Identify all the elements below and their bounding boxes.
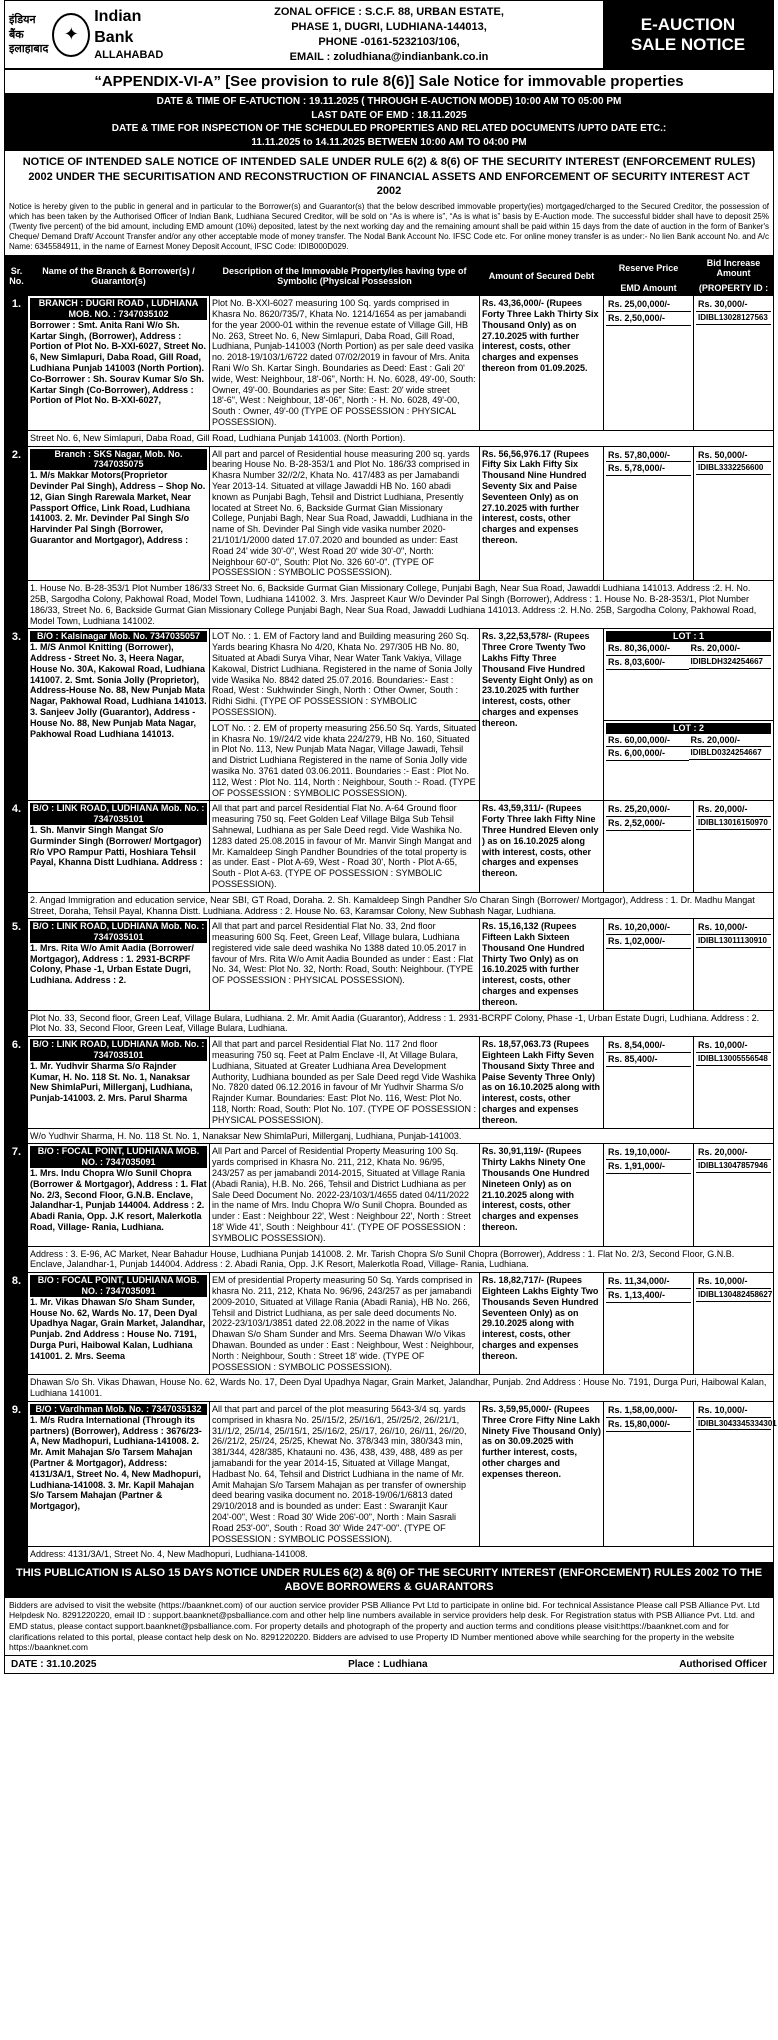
notice-title-box: E-AUCTION SALE NOTICE	[603, 1, 773, 68]
header	[5, 1, 773, 70]
publication-notice: THIS PUBLICATION IS ALSO 15 DAYS NOTICE UNDER RULES 6(2) & 8(6) OF THE SECURITY INTEREST (ENFORCEMENT) RULES 2002 TO THE ABOVE BORROWERS & GUARANTORS	[5, 1563, 773, 1598]
appendix-heading: “APPENDIX-VI-A” [See provision to rule 8(6)] Sale Notice for immovable properties	[94, 73, 684, 91]
bank-logo	[5, 1, 175, 68]
bank-name: Indian Bank	[94, 7, 142, 46]
bidder-instructions: Bidders are advised to visit the website (https://baanknet.com) of our auction service provider PSB Alliance Pvt Ltd to participate in online bid. For technical Assistance Please call PSB Alliance Pvt. Ltd Helpdesk No. 8291220220, email ID : support.baanknet@psballiance.com and other help line numbers available in service providers help desk. For Registration status with PSB Alliance Pvt. Ltd. and EMD status, please contact support.baanknet@psballiance.com. For property details and photograph of the property and auction terms and conditions please visit:https://baanknet.com and for clarifications related to this portal, please contact help desk on No. 8291220220. Bidders are advised to use Property ID Number mentioned above while searching for the property in the website https://baanknet.com	[9, 1599, 760, 1653]
table-row: 7. B/O : FOCAL POINT, LUDHIANA MOB. NO. : 7347035091 1. Mrs. Indu Chopra W/o Sunil Chopra (Borrower & Mortgagor), Address : 1. Flat No. 2/3, Second Floor, G.N.B. Enclave, Jalandhar-1, Punjab 144004. Address : 2. Abadi Rania, Opp. J.K resort, Malerkotla Road, Village- Rania, Ludhiana. All Part and Parcel of Residential Property Measuring 100 Sq. yards comprised in Khasra No. 211, 212, Khata No. 96/95, 243/257 as per jamabandi 2014-2015, Situated at Village Rania (Abadi Rania), H.B. No. 266, Tehsil and District Ludhiana as per Sale Deed Document No. 2022-23/103/1/4655 dated 04/11/2022 in the name of Mrs. Indu Chopra W/o Sunil Chopra. Bounded as under : East : Neighbour 22', West : Neighbour 22', North : Street 18' Wide 41', South : Neighbour 41'. (TYPE OF POSSESSION : SYMBOLIC POSSESSION). Rs. 30,91,119/- (Rupees Thirty Lakhs Ninety One Thousands One Hundred Nineteen Only) as on 21.10.2025 along with interest, costs, other charges and expenses thereon. Rs. 19,10,000/- Rs. 1,91,000/- Rs. 20,000/- IDIBL13047857946	[6, 1144, 774, 1246]
table-row: 6. B/O : LINK ROAD, LUDHIANA Mob. No. : 7347035101 1. Mr. Yudhvir Sharma S/o Rajnder Kumar, H. No. 118 St. No. 1, Nanaksar New ShimlaPuri, Millerganj, Ludhiana, Punjab-141003. 2. Mrs. Parul Sharma All that part and parcel Residential Flat No. 117 2nd floor measuring 750 sq. Feet at Palm Enclave -II, At Village Bulara, Ludhiana, Situated at Greater Ludhiana Area Development Authority, Ludhiana bounded as per Sale Deed regd Vide Washika No. 7820 dated 06.12.2016 in favour of Mr Yudhvir Sharma S/o Rajnder Kumar. Boundaries: East: Plot No. 116, West: Plot No. 118, North: Road, South: Plot No. 107. (TYPE OF POSSESSION : PHYSICAL POSSESSION). Rs. 18,57,063.73 (Rupees Eighteen Lakh Fifty Seven Thousand Sixty Three and Paise Seventy Three Only) as on 16.10.2025 along with interest, costs, other charges and expenses thereon. Rs. 8,54,000/- Rs. 85,400/- Rs. 10,000/- IDIBL13005556548	[6, 1037, 774, 1128]
bank-emblem-icon: ✦	[52, 13, 90, 57]
authorised-officer: Authorised Officer	[679, 1658, 767, 1670]
city-name: ALLAHABAD	[94, 49, 164, 62]
table-row: 5. B/O : LINK ROAD, LUDHIANA Mob. No. : 7347035101 1. Mrs. Rita W/o Amit Aadia (Borrower/ Mortgagor), Address : 1. 2931-BCRPF Colony, Phase -1, Urban Estate Dugri, Ludhiana. Address : 2. All that part and parcel Residential Flat No. 33, 2nd floor measuring 600 Sq. Feet, Green Leaf, Village bulara, Ludhiana registered vide sale deed washika No 1388 dated 10.05.2017 in favour of Mrs. Rita W/o Amit Aadia Bounded as under : East : Flat No. 34, West: Plot No. 32, North: Road, South: Neighbour. (TYPE OF POSSESSION : PHYSICAL POSSESSION). Rs. 15,16,132 (Rupees Fifteen Lakh Sixteen Thousand One Hundred Thirty Two Only) as on 16.10.2025 with further interest, costs, other charges and expenses thereon. Rs. 10,20,000/- Rs. 1,02,000/- Rs. 10,000/- IDIBL13011130910	[6, 919, 774, 1010]
table-body: 1. BRANCH : DUGRI ROAD , LUDHIANA MOB. NO. : 7347035102 Borrower : Smt. Anita Rani W/o Sh. Kartar Singh, (Borrower), Address : Portion of Plot No. B-XXI-6027, Street No. 6, New Simlapuri, Daba Road, Gill Road, Ludhiana Punjab 141003 (North Portion). Co-Borrower : Sh. Sourav Kumar S/o Sh. Kartar Singh (Co-Borrower), Address : Portion of Plot No. B-XXI-6027, Plot No. B-XXI-6027 measuring 100 Sq. yards comprised in Khasra No. 8620/735/7, Khata No. 1214/1654 as per jamabandi for the year 2000-01 within the revenue estate of Village Gill, HB No. 263, Street No. 6, New Simlapuri, Daba Road, Gill Road, Ludhiana, Punjab-141003 (North Portion) as per sale deed vasika no. 2018-19/103/1/6722 dated 07/02/2019 in favour of Mrs. Anita Rani W/o Sh. Kartar Singh. Boundaries as Deed: East : Gali 20' wide, West: Neighbour, 18'-06", North: H. No. 6028, 49'-00, South: Owner, 49'-00. Boundaries as per Site: East: 20' wide street 18'-6", West : Neighbour, 18'-06", North :- H. No. 6028, 49'-00, South : Owner, 49'-00 (TYPE OF POSSESSION : PHYSICAL POSSESSION). Rs. 43,36,000/- (Rupees Forty Three Lakh Thirty Six Thousand Only) as on 27.10.2025 with further interest, costs, other charges and expenses thereon from 01.09.2025. Rs. 25,00,000/- Rs. 2,50,000/- Rs. 30,000/- IDIBL13028127563 Street No. 6, New Simlapuri, Daba Road, Gill Road, Ludhiana Punjab 141003. (North Portion). 2. Branch : SKS Nagar, Mob. No. 7347035075 1. M/s Makkar Motors(Proprietor Devinder Pal Singh), Address – Shop No. 12, Gian Singh Rarewala Market, Near Passport Office, Link Road, Ludhiana 141003. 2. Mr. Devinder Pal Singh S/o Harvinder Pal Singh (Borrower, Guarantor and Mortgagor), Address : All part and parcel of Residential house measuring 200 sq. yards bearing House No. B-28-353/1 and Plot No. 186/33 comprised in Khasra Number 32//2/2, Khata No. 417/483 as per Jamabandi Year 2013-14. Situated at village Jawaddi HB No. 160 abadi known as Punjabi Bagh, Tehsil and District Ludhiana, Presently located at Street No. 6, Backside Gurmat Gian Missionary College, Punjabi Bagh, Near Sua Road, Jawaddi, Ludhiana in the name of Sh. Devinder Pal Singh vide vasika number 2020-21/101/1/2000 dated 17.07.2020 and bounded as under: East Road 24' wide 30'-0", West Road 20' wide 30'-0", North: Neighbour 60'-0", South: Plot No. 326 60'-0". (TYPE OF POSSESSION : SYMBOLIC POSSESSION). Rs. 56,56,976.17 (Rupees Fifty Six Lakh Fifty Six Thousand Nine Hundred Seventy Six and Paise Seventeen Only) as on 27.10.2025 with further interest, costs, other charges and expenses thereon. Rs. 57,80,000/- Rs. 5,78,000/- Rs. 50,000/- IDIBL3332256600 1. House No. B-28-353/1 Plot Number 186/33 Street No. 6, Backside Gurmat Gian Missionary College, Punjabi Bagh, Near Sua Road, Jawaddi Ludhiana 141013. Address :2. H. No. 25B, Sargodha Colony, Pakhowal Road, Model Town, Ludhiana 141002. 3. Mrs. Jaspreet Kaur W/o Devinder Pal Singh (Borrower), Address : 1. House No. B-28-353/1, Plot Number 186/33, Street No. 6, Backside Gurmat Gian Missionary College Punjabi Bagh, Near Sua Road, Jawaddi Ludhiana 141013. Address :2. H.No. 25B, Sargodha Colony, Pakhowal Road, Model Town, Ludhiana 141002. 3. B/O : Kalsinagar Mob. No. 7347035057 1. M/S Anmol Knitting (Borrower), Address - Street No. 3, Heera Nagar, House No. 30A, Kakowal Road, Ludhiana 141007. 2. Smt. Sonia Jolly (Proprietor), Address-House No. 88, New Punjab Mata Nagar, Pakhowal Road, Ludhiana 141013. 3. Sanjeev Jolly (Guarantor), Address -House No. 88, New Punjab Mata Nagar, Pakhowal Road Ludhiana 141013. LOT No. : 1. EM of Factory land and Building measuring 260 Sq. Yards bearing Khasra No 4/20, Khata No. 297/305 HB No. 80, Situated at Abadi Surya Vihar, Near Water Tank Vakiya, Village Kakowal, District Ludhiana. Registered in the name of Sonia Jolly vide Wasika No. 8842 dated 25.07.2016. Boundaries:- East : Road, West : Sukhwinder Singh, North : Other Owner, South : Ridhi Sidhi. (TYPE OF POSSESSION : SYMBOLIC POSSESSION). Rs. 3,22,53,578/- (Rupees Three Crore Twenty Two Lakhs Fifty Three Thousand Five Hundred Seventy Eight Only) as on 23.10.2025 with further interest, costs, other charges and expenses thereon. LOT : 1 Rs. 80,36,000/- Rs. 8,03,600/- Rs. 20,000/- IDIBLDH324254667 LOT No. : 2. EM of property measuring 256.50 Sq. Yards, Situated in Khasra No. 19//24/2 vide khata 224/279, HB No. 160, Situated in Plot No. 113, New Punjab Mata Nagar, Village Jawadi, Tehsil and District Ludhiana Registered in the name of Sonia Jolly vide wasika No. 3761 dated 03.06.2011. Boundaries :- East : Plot No. 112, West : Plot No. 114, North : Neighbour, South :- Road. (TYPE OF POSSESSION : SYMBOLIC POSSESSION). LOT : 2 Rs. 60,00,000/- Rs. 6,00,000/- Rs. 20,000/- IDIBLD0324254667 4. B/O : LINK ROAD, LUDHIANA Mob. No. : 7347035101 1. Sh. Manvir Singh Mangat S/o Gurminder Singh (Borrower/ Mortgagor) R/o VPO Rampur Patti, Hoshiara Tehsil Payal, Khanna Distt Ludhiana. Address : All that part and parcel Residential Flat No. A-64 Ground floor measuring 750 sq. Feet Golden Leaf Village Bilga Sub Tehsil Sahnewal, Ludhiana as per Sale Deed regd. Vide Washika No. 1283 dated 25.08.2015 in favour of Mr. Manvir Singh Mangat and Mr. Kamaldeep Singh Pandher Boundries of the total property is as under. East - Plot A-69, West - Road 30', North - Plot A-65, South - Plot A-63. (TYPE OF POSSESSION : SYMBOLIC POSSESSION). Rs. 43,59,311/- (Rupees Forty Three lakh Fifty Nine Three Hundred Eleven only ) as on 16.10.2025 along with interest, costs, other charges and expenses thereon. Rs. 25,20,000/- Rs. 2,52,000/- Rs. 20,000/- IDIBL13016150970 2. Angad Immigration and education service, Near SBI, GT Road, Doraha. 2. Sh. Kamaldeep Singh Pandher S/o Charan Singh (Borrower/ Mortgagor), Address : 1. Dr. Madhu Mangat Street, Doraha, Tehsil Payal, Khanna Distt. Ludhiana. Address : 2. House No. 63, Karamsar Colony, New Subhash Nagar, Ludhiana. 5. B/O : LINK ROAD, LUDHIANA Mob. No. : 7347035101 1. Mrs. Rita W/o Amit Aadia (Borrower/ Mortgagor), Address : 1. 2931-BCRPF Colony, Phase -1, Urban Estate Dugri, Ludhiana. Address : 2. All that part and parcel Residential Flat No. 33, 2nd floor measuring 600 Sq. Feet, Green Leaf, Village bulara, Ludhiana registered vide sale deed washika No 1388 dated 10.05.2017 in favour of Mrs. Rita W/o Amit Aadia Bounded as under : East : Flat No. 34, West: Plot No. 32, North: Road, South: Neighbour. (TYPE OF POSSESSION : PHYSICAL POSSESSION). Rs. 15,16,132 (Rupees Fifteen Lakh Sixteen Thousand One Hundred Thirty Two Only) as on 16.10.2025 with further interest, costs, other charges and expenses thereon. Rs. 10,20,000/- Rs. 1,02,000/- Rs. 10,000/- IDIBL13011130910 Plot No. 33, Second floor, Green Leaf, Village Bulara, Ludhiana. 2. Mr. Amit Aadia (Guarantor), Address : 1. 2931-BCRPF Colony, Phase -1, Urban Estate Dugri, Ludhiana. Address : 2. Plot No. 33, Second Floor, Green Leaf, Village Bulara, Ludhiana. 6. B/O : LINK ROAD, LUDHIANA Mob. No. : 7347035101 1. Mr. Yudhvir Sharma S/o Rajnder Kumar, H. No. 118 St. No. 1, Nanaksar New ShimlaPuri, Millerganj, Ludhiana, Punjab-141003. 2. Mrs. Parul Sharma All that part and parcel Residential Flat No. 117 2nd floor measuring 750 sq. Feet at Palm Enclave -II, At Village Bulara, Ludhiana, Situated at Greater Ludhiana Area Development Authority, Ludhiana bounded as per Sale Deed regd Vide Washika No. 7820 dated 06.12.2016 in favour of Mr Yudhvir Sharma S/o Rajnder Kumar. Boundaries: East: Plot No. 116, West: Plot No. 118, North: Road, South: Plot No. 107. (TYPE OF POSSESSION : PHYSICAL POSSESSION). Rs. 18,57,063.73 (Rupees Eighteen Lakh Fifty Seven Thousand Sixty Three and Paise Seventy Three Only) as on 16.10.2025 along with interest, costs, other charges and expenses thereon. Rs. 8,54,000/- Rs. 85,400/- Rs. 10,000/- IDIBL13005556548 W/o Yudhvir Sharma, H. No. 118 St. No. 1, Nanaksar New ShimlaPuri, Millerganj, Ludhiana, Punjab-141003. 7. B/O : FOCAL POINT, LUDHIANA MOB. NO. : 7347035091 1. Mrs. Indu Chopra W/o Sunil Chopra (Borrower & Mortgagor), Address : 1. Flat No. 2/3, Second Floor, G.N.B. Enclave, Jalandhar-1, Punjab 144004. Address : 2. Abadi Rania, Opp. J.K resort, Malerkotla Road, Village- Rania, Ludhiana. All Part and Parcel of Residential Property Measuring 100 Sq. yards comprised in Khasra No. 211, 212, Khata No. 96/95, 243/257 as per jamabandi 2014-2015, Situated at Village Rania (Abadi Rania), H.B. No. 266, Tehsil and District Ludhiana as per Sale Deed Document No. 2022-23/103/1/4655 dated 04/11/2022 in the name of Mrs. Indu Chopra W/o Sunil Chopra. Bounded as under : East : Neighbour 22', West : Neighbour 22', North : Street 18' Wide 41', South : Neighbour 41'. (TYPE OF POSSESSION : SYMBOLIC POSSESSION). Rs. 30,91,119/- (Rupees Thirty Lakhs Ninety One Thousands One Hundred Nineteen Only) as on 21.10.2025 along with interest, costs, other charges and expenses thereon. Rs. 19,10,000/- Rs. 1,91,000/- Rs. 20,000/- IDIBL13047857946 Address : 3. E-96, AC Market, Near Bahadur House, Ludhiana Punjab 141008. 2. Mr. Tarish Chopra S/o Sunil Chopra (Borrower), Address : 1. Flat No. 2/3, Second Floor, G.N.B. Enclave, Jalandhar-1, Punjab 144004. Address : 2. Abadi Rania, Opp. J.K Resort, Malerkotla Road, Village- Rania, Ludhiana. 8. B/O : FOCAL POINT, LUDHIANA MOB. NO. : 7347035091 1. Mr. Vikas Dhawan S/o Sham Sunder, House No. 62, Wards No. 17, Deen Dyal Upadhya Nagar, Grain Market, Jalandhar, Punjab. 2nd Address : House No. 7191, Durga Puri, Haibowal Kalan, Ludhiana 141001. 2. Mrs. Seema EM of presidential Property measuring 50 Sq. Yards comprised in khasra No. 211, 212, Khata No. 96/96, 243/257 as per jamabandi 2009-2010, Situated at Village Rania (Abadi Rania), HB No. 266, Tehsil and District Ludhiana, as per sale deed documents No. 2022-23/103/1/3851 dated 22.08.2022 in the name of Vikas Dhawan S/o Sham Sunder and Mrs. Seema Dhawan W/o Vikas Dhawan. Bounded as under : East : Neighbour, West : Neighbour, North : Neighbour, South : Street 18' wide. (TYPE OF POSSESSION : SYMBOLIC POSSESSION). Rs. 18,82,717/- (Rupees Eighteen Lakhs Eighty Two Thousands Seven Hundred Seventeen Only) as on 29.10.2025 along with interest, costs, other charges and expenses thereon. Rs. 11,34,000/- Rs. 1,13,400/- Rs. 10,000/- IDIBL130482458627 Dhawan S/o Sh. Vikas Dhawan, House No. 62, Wards No. 17, Deen Dyal Upadhya Nagar, Grain Market, Jalandhar, Punjab. 2nd Address : House No. 7191, Durga Puri, Haibowal Kalan, Ludhiana 141001. 9. B/O : Vardhman Mob. No. : 7347035132 1. M/s Rudra International (Through its partners) (Borrower), Address : 3676/23-A, New Madhopuri, Ludhiana-141008. 2. Mr. Amit Mahajan S/o Tarsem Mahajan (Partner & Mortgagor), Address: 4131/3A/1, Street No. 4, New Madhopuri, Ludhiana-141008. 3. Mr. Kapil Mahajan S/o Tarsem Mahajan (Partner & Mortgagor), All that part and parcel of the plot measuring 5643-3/4 sq. yards comprised in khasra No. 25//15/2, 25//16/1, 25//25/2, 26//21/1, 31//1/2, 25//14, 25//15/1, 25//16/2, 25//17, 26//10, 26//11, 26//20, 26//21/2, 25//24, 25/25, Khewat No. 378/343 min, 380/343 min, 381/344, 428/385, Khatauni no. 436, 438, 439, 488, 489 as per jamabandi for the year 2014-15, Situated at Village Mangat, Hadbast No. 64, Tehsil and District Ludhiana in the name of Mr. Amit Mahajan S/o Tarsem Mahajan as per transfer of ownership deed bearing vasika document no. 2018-19/06/1/6813 dated 29/10/2018 and is bounded as under: East : Swaranjit Kaur 204'-00", West : Road 30' Wide 206'-00", North : Main Sasrali Road 253'-00", South : Road 30' Wide 247'-00". (TYPE OF POSSESSION : SYMBOLIC POSSESSION). Rs. 3,59,95,000/- (Rupees Three Crore Fifty Nine Lakh Ninety Five Thousand Only) as on 30.09.2025 with further interest, costs, other charges and expenses thereon. Rs. 1,58,00,000/- Rs. 15,80,000/- Rs. 10,000/- IDIBL3043345334301 Address: 4131/3A/1, Street No. 4, New Madhopuri, Ludhiana-141008.	[6, 296, 774, 1563]
table-row: 1. BRANCH : DUGRI ROAD , LUDHIANA MOB. NO. : 7347035102 Borrower : Smt. Anita Rani W/o Sh. Kartar Singh, (Borrower), Address : Portion of Plot No. B-XXI-6027, Street No. 6, New Simlapuri, Daba Road, Gill Road, Ludhiana Punjab 141003 (North Portion). Co-Borrower : Sh. Sourav Kumar S/o Sh. Kartar Singh (Co-Borrower), Address : Portion of Plot No. B-XXI-6027, Plot No. B-XXI-6027 measuring 100 Sq. yards comprised in Khasra No. 8620/735/7, Khata No. 1214/1654 as per jamabandi for the year 2000-01 within the revenue estate of Village Gill, HB No. 263, Street No. 6, New Simlapuri, Daba Road, Gill Road, Ludhiana, Punjab-141003 (North Portion) as per sale deed vasika no. 2018-19/103/1/6722 dated 07/02/2019 in favour of Mrs. Anita Rani W/o Sh. Kartar Singh. Boundaries as Deed: East : Gali 20' wide, West: Neighbour, 18'-06", North: H. No. 6028, 49'-00, South: Owner, 49'-00. Boundaries as per Site: East: 20' wide street 18'-6", West : Neighbour, 18'-06", North :- H. No. 6028, 49'-00, South : Owner, 49'-00 (TYPE OF POSSESSION : PHYSICAL POSSESSION). Rs. 43,36,000/- (Rupees Forty Three Lakh Thirty Six Thousand Only) as on 27.10.2025 with further interest, costs, other charges and expenses thereon from 01.09.2025. Rs. 25,00,000/- Rs. 2,50,000/- Rs. 30,000/- IDIBL13028127563	[6, 296, 774, 431]
auction-dates: DATE & TIME OF E-ATUCTION : 19.11.2025 ( THROUGH E-AUCTION MODE) 10:00 AM TO 05:00 PM LAST DATE OF EMD : 18.11.2025 DATE & TIME FOR INSPECTION OF THE SCHEDULED PROPERTIES AND RELATED DOCUMENTS /UPTO DATE ETC.: 11.11.2025 to 14.11.2025 BETWEEN 10:00 AM TO 04:00 PM	[5, 93, 773, 151]
notice-place: Place : Ludhiana	[348, 1658, 428, 1670]
table-row: 2. Branch : SKS Nagar, Mob. No. 7347035075 1. M/s Makkar Motors(Proprietor Devinder Pal Singh), Address – Shop No. 12, Gian Singh Rarewala Market, Near Passport Office, Link Road, Ludhiana 141003. 2. Mr. Devinder Pal Singh S/o Harvinder Pal Singh (Borrower, Guarantor and Mortgagor), Address : All part and parcel of Residential house measuring 200 sq. yards bearing House No. B-28-353/1 and Plot No. 186/33 comprised in Khasra Number 32//2/2, Khata No. 417/483 as per Jamabandi Year 2013-14. Situated at village Jawaddi HB No. 160 abadi known as Punjabi Bagh, Tehsil and District Ludhiana, Presently located at Street No. 6, Backside Gurmat Gian Missionary College, Punjabi Bagh, Near Sua Road, Jawaddi, Ludhiana in the name of Sh. Devinder Pal Singh vide vasika number 2020-21/101/1/2000 dated 17.07.2020 and bounded as under: East Road 24' wide 30'-0", West Road 20' wide 30'-0", North: Neighbour 60'-0", South: Plot No. 326 60'-0". (TYPE OF POSSESSION : SYMBOLIC POSSESSION). Rs. 56,56,976.17 (Rupees Fifty Six Lakh Fifty Six Thousand Nine Hundred Seventy Six and Paise Seventeen Only) as on 27.10.2025 with further interest, costs, other charges and expenses thereon. Rs. 57,80,000/- Rs. 5,78,000/- Rs. 50,000/- IDIBL3332256600	[6, 446, 774, 581]
hindi-city: इलाहाबाद	[9, 42, 49, 55]
notice-title: NOTICE OF INTENDED SALE NOTICE OF INTENDED SALE UNDER RULE 6(2) & 8(6) OF THE SECURITY INTEREST (ENFORCEMENT RULES) 2002 UNDER THE SECURITISATION AND RECONSTRUCTION OF FINANCIAL ASSETS AND ENFORCEMENT OF SECURITY INTEREST ACT 2002	[22, 156, 756, 197]
zonal-office: ZONAL OFFICE : S.C.F. 88, URBAN ESTATE, PHASE 1, DUGRI, LUDHIANA-144013, PHONE -0161-5232103/106, EMAIL : zoludhiana@indianbank.co.in	[274, 6, 504, 63]
table-row: 3. B/O : Kalsinagar Mob. No. 7347035057 1. M/S Anmol Knitting (Borrower), Address - Street No. 3, Heera Nagar, House No. 30A, Kakowal Road, Ludhiana 141007. 2. Smt. Sonia Jolly (Proprietor), Address-House No. 88, New Punjab Mata Nagar, Pakhowal Road, Ludhiana 141013. 3. Sanjeev Jolly (Guarantor), Address -House No. 88, New Punjab Mata Nagar, Pakhowal Road Ludhiana 141013. LOT No. : 1. EM of Factory land and Building measuring 260 Sq. Yards bearing Khasra No 4/20, Khata No. 297/305 HB No. 80, Situated at Abadi Surya Vihar, Near Water Tank Vakiya, Village Kakowal, District Ludhiana. Registered in the name of Sonia Jolly vide Wasika No. 8842 dated 25.07.2016. Boundaries:- East : Road, West : Sukhwinder Singh, North : Other Owner, South : Ridhi Sidhi. (TYPE OF POSSESSION : SYMBOLIC POSSESSION). Rs. 3,22,53,578/- (Rupees Three Crore Twenty Two Lakhs Fifty Three Thousand Five Hundred Seventy Eight Only) as on 23.10.2025 with further interest, costs, other charges and expenses thereon. LOT : 1 Rs. 80,36,000/- Rs. 8,03,600/- Rs. 20,000/- IDIBLDH324254667	[6, 629, 774, 720]
properties-table: Sr. No. Name of the Branch & Borrower(s) / Guarantor(s) Description of the Immovable Property/ies having type of Symbolic (Physical Possession Amount of Secured Debt Reserve Price Bid Increase Amount EMD Amount (PROPERTY ID : 1. BRANCH : DUGRI ROAD , LUDHIANA MOB. NO. : 7347035102 Borrower : Smt. Anita Rani W/o Sh. Kartar Singh, (Borrower), Address : Portion of Plot No. B-XXI-6027, Street No. 6, New Simlapuri, Daba Road, Gill Road, Ludhiana Punjab 141003 (North Portion). Co-Borrower : Sh. Sourav Kumar S/o Sh. Kartar Singh (Co-Borrower), Address : Portion of Plot No. B-XXI-6027, Plot No. B-XXI-6027 measuring 100 Sq. yards comprised in Khasra No. 8620/735/7, Khata No. 1214/1654 as per jamabandi for the year 2000-01 within the revenue estate of Village Gill, HB No. 263, Street No. 6, New Simlapuri, Daba Road, Gill Road, Ludhiana, Punjab-141003 (North Portion) as per sale deed vasika no. 2018-19/103/1/6722 dated 07/02/2019 in favour of Mrs. Anita Rani W/o Sh. Kartar Singh. Boundaries as Deed: East : Gali 20' wide, West: Neighbour, 18'-06", North: H. No. 6028, 49'-00, South: Owner, 49'-00. Boundaries as per Site: East: 20' wide street 18'-6", West : Neighbour, 18'-06", North :- H. No. 6028, 49'-00, South : Owner, 49'-00 (TYPE OF POSSESSION : PHYSICAL POSSESSION). Rs. 43,36,000/- (Rupees Forty Three Lakh Thirty Six Thousand Only) as on 27.10.2025 with further interest, costs, other charges and expenses thereon from 01.09.2025. Rs. 25,00,000/- Rs. 2,50,000/- Rs. 30,000/- IDIBL13028127563 Street No. 6, New Simlapuri, Daba Road, Gill Road, Ludhiana Punjab 141003. (North Portion). 2. Branch : SKS Nagar, Mob. No. 7347035075 1. M/s Makkar Motors(Proprietor Devinder Pal Singh), Address – Shop No. 12, Gian Singh Rarewala Market, Near Passport Office, Link Road, Ludhiana 141003. 2. Mr. Devinder Pal Singh S/o Harvinder Pal Singh (Borrower, Guarantor and Mortgagor), Address : All part and parcel of Residential house measuring 200 sq. yards bearing House No. B-28-353/1 and Plot No. 186/33 comprised in Khasra Number 32//2/2, Khata No. 417/483 as per Jamabandi Year 2013-14. Situated at village Jawaddi HB No. 160 abadi known as Punjabi Bagh, Tehsil and District Ludhiana, Presently located at Street No. 6, Backside Gurmat Gian Missionary College, Punjabi Bagh, Near Sua Road, Jawaddi, Ludhiana in the name of Sh. Devinder Pal Singh vide vasika number 2020-21/101/1/2000 dated 17.07.2020 and bounded as under: East Road 24' wide 30'-0", West Road 20' wide 30'-0", North: Neighbour 60'-0", South: Plot No. 326 60'-0". (TYPE OF POSSESSION : SYMBOLIC POSSESSION). Rs. 56,56,976.17 (Rupees Fifty Six Lakh Fifty Six Thousand Nine Hundred Seventy Six and Paise Seventeen Only) as on 27.10.2025 with further interest, costs, other charges and expenses thereon. Rs. 57,80,000/- Rs. 5,78,000/- Rs. 50,000/- IDIBL3332256600 1. House No. B-28-353/1 Plot Number 186/33 Street No. 6, Backside Gurmat Gian Missionary College, Punjabi Bagh, Near Sua Road, Jawaddi Ludhiana 141013. Address :2. H. No. 25B, Sargodha Colony, Pakhowal Road, Model Town, Ludhiana 141002. 3. Mrs. Jaspreet Kaur W/o Devinder Pal Singh (Borrower), Address : 1. House No. B-28-353/1, Plot Number 186/33, Street No. 6, Backside Gurmat Gian Missionary College Punjabi Bagh, Near Sua Road, Jawaddi Ludhiana 141013. Address :2. H.No. 25B, Sargodha Colony, Pakhowal Road, Model Town, Ludhiana 141002. 3. B/O : Kalsinagar Mob. No. 7347035057 1. M/S Anmol Knitting (Borrower), Address - Street No. 3, Heera Nagar, House No. 30A, Kakowal Road, Ludhiana 141007. 2. Smt. Sonia Jolly (Proprietor), Address-House No. 88, New Punjab Mata Nagar, Pakhowal Road, Ludhiana 141013. 3. Sanjeev Jolly (Guarantor), Address -House No. 88, New Punjab Mata Nagar, Pakhowal Road Ludhiana 141013. LOT No. : 1. EM of Factory land and Building measuring 260 Sq. Yards bearing Khasra No 4/20, Khata No. 297/305 HB No. 80, Situated at Abadi Surya Vihar, Near Water Tank Vakiya, Village Kakowal, District Ludhiana. Registered in the name of Sonia Jolly vide Wasika No. 8842 dated 25.07.2016. Boundaries:- East : Road, West : Sukhwinder Singh, North : Other Owner, South : Ridhi Sidhi. (TYPE OF POSSESSION : SYMBOLIC POSSESSION). Rs. 3,22,53,578/- (Rupees Three Crore Twenty Two Lakhs Fifty Three Thousand Five Hundred Seventy Eight Only) as on 23.10.2025 with further interest, costs, other charges and expenses thereon. LOT : 1 Rs. 80,36,000/- Rs. 8,03,600/- Rs. 20,000/- IDIBLDH324254667 LOT No. : 2. EM of property measuring 256.50 Sq. Yards, Situated in Khasra No. 19//24/2 vide khata 224/279, HB No. 160, Situated in Plot No. 113, New Punjab Mata Nagar, Village Jawadi, Tehsil and District Ludhiana Registered in the name of Sonia Jolly vide wasika No. 3761 dated 03.06.2011. Boundaries :- East : Plot No. 112, West : Plot No. 114, North : Neighbour, South :- Road. (TYPE OF POSSESSION : SYMBOLIC POSSESSION). LOT : 2 Rs. 60,00,000/- Rs. 6,00,000/- Rs. 20,000/- IDIBLD0324254667 4. B/O : LINK ROAD, LUDHIANA Mob. No. : 7347035101 1. Sh. Manvir Singh Mangat S/o Gurminder Singh (Borrower/ Mortgagor) R/o VPO Rampur Patti, Hoshiara Tehsil Payal, Khanna Distt Ludhiana. Address : All that part and parcel Residential Flat No. A-64 Ground floor measuring 750 sq. Feet Golden Leaf Village Bilga Sub Tehsil Sahnewal, Ludhiana as per Sale Deed regd. Vide Washika No. 1283 dated 25.08.2015 in favour of Mr. Manvir Singh Mangat and Mr. Kamaldeep Singh Pandher Boundries of the total property is as under. East - Plot A-69, West - Road 30', North - Plot A-65, South - Plot A-63. (TYPE OF POSSESSION : SYMBOLIC POSSESSION). Rs. 43,59,311/- (Rupees Forty Three lakh Fifty Nine Three Hundred Eleven only ) as on 16.10.2025 along with interest, costs, other charges and expenses thereon. Rs. 25,20,000/- Rs. 2,52,000/- Rs. 20,000/- IDIBL13016150970 2. Angad Immigration and education service, Near SBI, GT Road, Doraha. 2. Sh. Kamaldeep Singh Pandher S/o Charan Singh (Borrower/ Mortgagor), Address : 1. Dr. Madhu Mangat Street, Doraha, Tehsil Payal, Khanna Distt. Ludhiana. Address : 2. House No. 63, Karamsar Colony, New Subhash Nagar, Ludhiana. 5. B/O : LINK ROAD, LUDHIANA Mob. No. : 7347035101 1. Mrs. Rita W/o Amit Aadia (Borrower/ Mortgagor), Address : 1. 2931-BCRPF Colony, Phase -1, Urban Estate Dugri, Ludhiana. Address : 2. All that part and parcel Residential Flat No. 33, 2nd floor measuring 600 Sq. Feet, Green Leaf, Village bulara, Ludhiana registered vide sale deed washika No 1388 dated 10.05.2017 in favour of Mrs. Rita W/o Amit Aadia Bounded as under : East : Flat No. 34, West: Plot No. 32, North: Road, South: Neighbour. (TYPE OF POSSESSION : PHYSICAL POSSESSION). Rs. 15,16,132 (Rupees Fifteen Lakh Sixteen Thousand One Hundred Thirty Two Only) as on 16.10.2025 with further interest, costs, other charges and expenses thereon. Rs. 10,20,000/- Rs. 1,02,000/- Rs. 10,000/- IDIBL13011130910 Plot No. 33, Second floor, Green Leaf, Village Bulara, Ludhiana. 2. Mr. Amit Aadia (Guarantor), Address : 1. 2931-BCRPF Colony, Phase -1, Urban Estate Dugri, Ludhiana. Address : 2. Plot No. 33, Second Floor, Green Leaf, Village Bulara, Ludhiana. 6. B/O : LINK ROAD, LUDHIANA Mob. No. : 7347035101 1. Mr. Yudhvir Sharma S/o Rajnder Kumar, H. No. 118 St. No. 1, Nanaksar New ShimlaPuri, Millerganj, Ludhiana, Punjab-141003. 2. Mrs. Parul Sharma All that part and parcel Residential Flat No. 117 2nd floor measuring 750 sq. Feet at Palm Enclave -II, At Village Bulara, Ludhiana, Situated at Greater Ludhiana Area Development Authority, Ludhiana bounded as per Sale Deed regd Vide Washika No. 7820 dated 06.12.2016 in favour of Mr Yudhvir Sharma S/o Rajnder Kumar. Boundaries: East: Plot No. 116, West: Plot No. 118, North: Road, South: Plot No. 107. (TYPE OF POSSESSION : PHYSICAL POSSESSION). Rs. 18,57,063.73 (Rupees Eighteen Lakh Fifty Seven Thousand Sixty Three and Paise Seventy Three Only) as on 16.10.2025 along with interest, costs, other charges and expenses thereon. Rs. 8,54,000/- Rs. 85,400/- Rs. 10,000/- IDIBL13005556548 W/o Yudhvir Sharma, H. No. 118 St. No. 1, Nanaksar New ShimlaPuri, Millerganj, Ludhiana, Punjab-141003. 7. B/O : FOCAL POINT, LUDHIANA MOB. NO. : 7347035091 1. Mrs. Indu Chopra W/o Sunil Chopra (Borrower & Mortgagor), Address : 1. Flat No. 2/3, Second Floor, G.N.B. Enclave, Jalandhar-1, Punjab 144004. Address : 2. Abadi Rania, Opp. J.K resort, Malerkotla Road, Village- Rania, Ludhiana. All Part and Parcel of Residential Property Measuring 100 Sq. yards comprised in Khasra No. 211, 212, Khata No. 96/95, 243/257 as per jamabandi 2014-2015, Situated at Village Rania (Abadi Rania), H.B. No. 266, Tehsil and District Ludhiana as per Sale Deed Document No. 2022-23/103/1/4655 dated 04/11/2022 in the name of Mrs. Indu Chopra W/o Sunil Chopra. Bounded as under : East : Neighbour 22', West : Neighbour 22', North : Street 18' Wide 41', South : Neighbour 41'. (TYPE OF POSSESSION : SYMBOLIC POSSESSION). Rs. 30,91,119/- (Rupees Thirty Lakhs Ninety One Thousands One Hundred Nineteen Only) as on 21.10.2025 along with interest, costs, other charges and expenses thereon. Rs. 19,10,000/- Rs. 1,91,000/- Rs. 20,000/- IDIBL13047857946 Address : 3. E-96, AC Market, Near Bahadur House, Ludhiana Punjab 141008. 2. Mr. Tarish Chopra S/o Sunil Chopra (Borrower), Address : 1. Flat No. 2/3, Second Floor, G.N.B. Enclave, Jalandhar-1, Punjab 144004. Address : 2. Abadi Rania, Opp. J.K Resort, Malerkotla Road, Village- Rania, Ludhiana. 8. B/O : FOCAL POINT, LUDHIANA MOB. NO. : 7347035091 1. Mr. Vikas Dhawan S/o Sham Sunder, House No. 62, Wards No. 17, Deen Dyal Upadhya Nagar, Grain Market, Jalandhar, Punjab. 2nd Address : House No. 7191, Durga Puri, Haibowal Kalan, Ludhiana 141001. 2. Mrs. Seema EM of presidential Property measuring 50 Sq. Yards comprised in khasra No. 211, 212, Khata No. 96/96, 243/257 as per jamabandi 2009-2010, Situated at Village Rania (Abadi Rania), HB No. 266, Tehsil and District Ludhiana, as per sale deed documents No. 2022-23/103/1/3851 dated 22.08.2022 in the name of Vikas Dhawan S/o Sham Sunder and Mrs. Seema Dhawan W/o Vikas Dhawan. Bounded as under : East : Neighbour, West : Neighbour, North : Neighbour, South : Street 18' wide. (TYPE OF POSSESSION : SYMBOLIC POSSESSION). Rs. 18,82,717/- (Rupees Eighteen Lakhs Eighty Two Thousands Seven Hundred Seventeen Only) as on 29.10.2025 along with interest, costs, other charges and expenses thereon. Rs. 11,34,000/- Rs. 1,13,400/- Rs. 10,000/- IDIBL130482458627 Dhawan S/o Sh. Vikas Dhawan, House No. 62, Wards No. 17, Deen Dyal Upadhya Nagar, Grain Market, Jalandhar, Punjab. 2nd Address : House No. 7191, Durga Puri, Haibowal Kalan, Ludhiana 141001. 9. B/O : Vardhman Mob. No. : 7347035132 1. M/s Rudra International (Through its partners) (Borrower), Address : 3676/23-A, New Madhopuri, Ludhiana-141008. 2. Mr. Amit Mahajan S/o Tarsem Mahajan (Partner & Mortgagor), Address: 4131/3A/1, Street No. 4, New Madhopuri, Ludhiana-141008. 3. Mr. Kapil Mahajan S/o Tarsem Mahajan (Partner & Mortgagor), All that part and parcel of the plot measuring 5643-3/4 sq. yards comprised in khasra No. 25//15/2, 25//16/1, 25//25/2, 26//21/1, 31//1/2, 25//14, 25//15/1, 25//16/2, 25//17, 26//10, 26//11, 26//20, 26//21/2, 25//24, 25/25, Khewat No. 378/343 min, 380/343 min, 381/344, 428/385, Khatauni no. 436, 438, 439, 488, 489 as per jamabandi for the year 2014-15, Situated at Village Mangat, Hadbast No. 64, Tehsil and District Ludhiana in the name of Mr. Amit Mahajan S/o Tarsem Mahajan as per transfer of ownership deed bearing vasika document no. 2018-19/06/1/6813 dated 29/10/2018 and is bounded as under: East : Swaranjit Kaur 204'-00", West : Road 30' Wide 206'-00", North : Main Sasrali Road 253'-00", South : Road 30' Wide 247'-00". (TYPE OF POSSESSION : SYMBOLIC POSSESSION). Rs. 3,59,95,000/- (Rupees Three Crore Fifty Nine Lakh Ninety Five Thousand Only) as on 30.09.2025 with further interest, costs, other charges and expenses thereon. Rs. 1,58,00,000/- Rs. 15,80,000/- Rs. 10,000/- IDIBL3043345334301 Address: 4131/3A/1, Street No. 4, New Madhopuri, Ludhiana-141008.	[5, 255, 774, 1563]
sale-notice-page	[4, 0, 777, 1674]
notice-paragraph: Notice is hereby given to the public in general and in particular to the Borrower(s) and Guarantor(s) that the below described immovable property(ies) mortgaged/charged to the Secured Creditor, the possession of which has been taken by the Authorised Officer of Indian Bank, Ludhiana Secured Creditor, will be sold on “As is where is”, “As is what is” basis by E-Auction mode. The successful bidder shall have to deposit 25% (Twenty five percent) of the bid amount, including EMD amount (10%) deposited, latest by the next working day and the remaining amount shall be paid within 15 days from the date of auction in the form of Banker's Cheque/ Demand Draft/ Account Transfer and/or any other acceptable mode of money transfer. The Nodal Bank Account No. IFSC Code etc. For online money transfer is as under:- No lien Bank account No. and A/c Name: 6345584911, in the name of Earnest Money Deposit Account, IFSC Code: IDIB000D029.	[9, 202, 769, 252]
table-row: 9. B/O : Vardhman Mob. No. : 7347035132 1. M/s Rudra International (Through its partners) (Borrower), Address : 3676/23-A, New Madhopuri, Ludhiana-141008. 2. Mr. Amit Mahajan S/o Tarsem Mahajan (Partner & Mortgagor), Address: 4131/3A/1, Street No. 4, New Madhopuri, Ludhiana-141008. 3. Mr. Kapil Mahajan S/o Tarsem Mahajan (Partner & Mortgagor), All that part and parcel of the plot measuring 5643-3/4 sq. yards comprised in khasra No. 25//15/2, 25//16/1, 25//25/2, 26//21/1, 31//1/2, 25//14, 25//15/1, 25//16/2, 25//17, 26//10, 26//11, 26//20, 26//21/2, 25//24, 25/25, Khewat No. 378/343 min, 380/343 min, 381/344, 428/385, Khatauni no. 436, 438, 439, 488, 489 as per jamabandi for the year 2014-15, Situated at Village Mangat, Hadbast No. 64, Tehsil and District Ludhiana in the name of Mr. Amit Mahajan S/o Tarsem Mahajan as per transfer of ownership deed bearing vasika document no. 2018-19/06/1/6813 dated 29/10/2018 and is bounded as under: East : Swaranjit Kaur 204'-00", West : Road 30' Wide 206'-00", North : Main Sasrali Road 253'-00", South : Road 30' Wide 247'-00". (TYPE OF POSSESSION : SYMBOLIC POSSESSION). Rs. 3,59,95,000/- (Rupees Three Crore Fifty Nine Lakh Ninety Five Thousand Only) as on 30.09.2025 with further interest, costs, other charges and expenses thereon. Rs. 1,58,00,000/- Rs. 15,80,000/- Rs. 10,000/- IDIBL3043345334301	[6, 1401, 774, 1546]
table-row: 8. B/O : FOCAL POINT, LUDHIANA MOB. NO. : 7347035091 1. Mr. Vikas Dhawan S/o Sham Sunder, House No. 62, Wards No. 17, Deen Dyal Upadhya Nagar, Grain Market, Jalandhar, Punjab. 2nd Address : House No. 7191, Durga Puri, Haibowal Kalan, Ludhiana 141001. 2. Mrs. Seema EM of presidential Property measuring 50 Sq. Yards comprised in khasra No. 211, 212, Khata No. 96/96, 243/257 as per jamabandi 2009-2010, Situated at Village Rania (Abadi Rania), HB No. 266, Tehsil and District Ludhiana, as per sale deed documents No. 2022-23/103/1/3851 dated 22.08.2022 in the name of Vikas Dhawan S/o Sham Sunder and Mrs. Seema Dhawan W/o Vikas Dhawan. Bounded as under : East : Neighbour, West : Neighbour, North : Neighbour, South : Street 18' wide. (TYPE OF POSSESSION : SYMBOLIC POSSESSION). Rs. 18,82,717/- (Rupees Eighteen Lakhs Eighty Two Thousands Seven Hundred Seventeen Only) as on 29.10.2025 along with interest, costs, other charges and expenses thereon. Rs. 11,34,000/- Rs. 1,13,400/- Rs. 10,000/- IDIBL130482458627	[6, 1273, 774, 1375]
notice-date: DATE : 31.10.2025	[11, 1658, 97, 1670]
hindi-name: इंडियन बैंक	[9, 14, 36, 41]
signature-row	[5, 1655, 773, 1673]
table-header-row: Sr. No. Name of the Branch & Borrower(s) / Guarantor(s) Description of the Immovable Property/ies having type of Symbolic (Physical Possession Amount of Secured Debt Reserve Price Bid Increase Amount	[6, 256, 774, 281]
table-row: 4. B/O : LINK ROAD, LUDHIANA Mob. No. : 7347035101 1. Sh. Manvir Singh Mangat S/o Gurminder Singh (Borrower/ Mortgagor) R/o VPO Rampur Patti, Hoshiara Tehsil Payal, Khanna Distt Ludhiana. Address : All that part and parcel Residential Flat No. A-64 Ground floor measuring 750 sq. Feet Golden Leaf Village Bilga Sub Tehsil Sahnewal, Ludhiana as per Sale Deed regd. Vide Washika No. 1283 dated 25.08.2015 in favour of Mr. Manvir Singh Mangat and Mr. Kamaldeep Singh Pandher Boundries of the total property is as under. East - Plot A-69, West - Road 30', North - Plot A-65, South - Plot A-63. (TYPE OF POSSESSION : SYMBOLIC POSSESSION). Rs. 43,59,311/- (Rupees Forty Three lakh Fifty Nine Three Hundred Eleven only ) as on 16.10.2025 along with interest, costs, other charges and expenses thereon. Rs. 25,20,000/- Rs. 2,52,000/- Rs. 20,000/- IDIBL13016150970	[6, 801, 774, 892]
